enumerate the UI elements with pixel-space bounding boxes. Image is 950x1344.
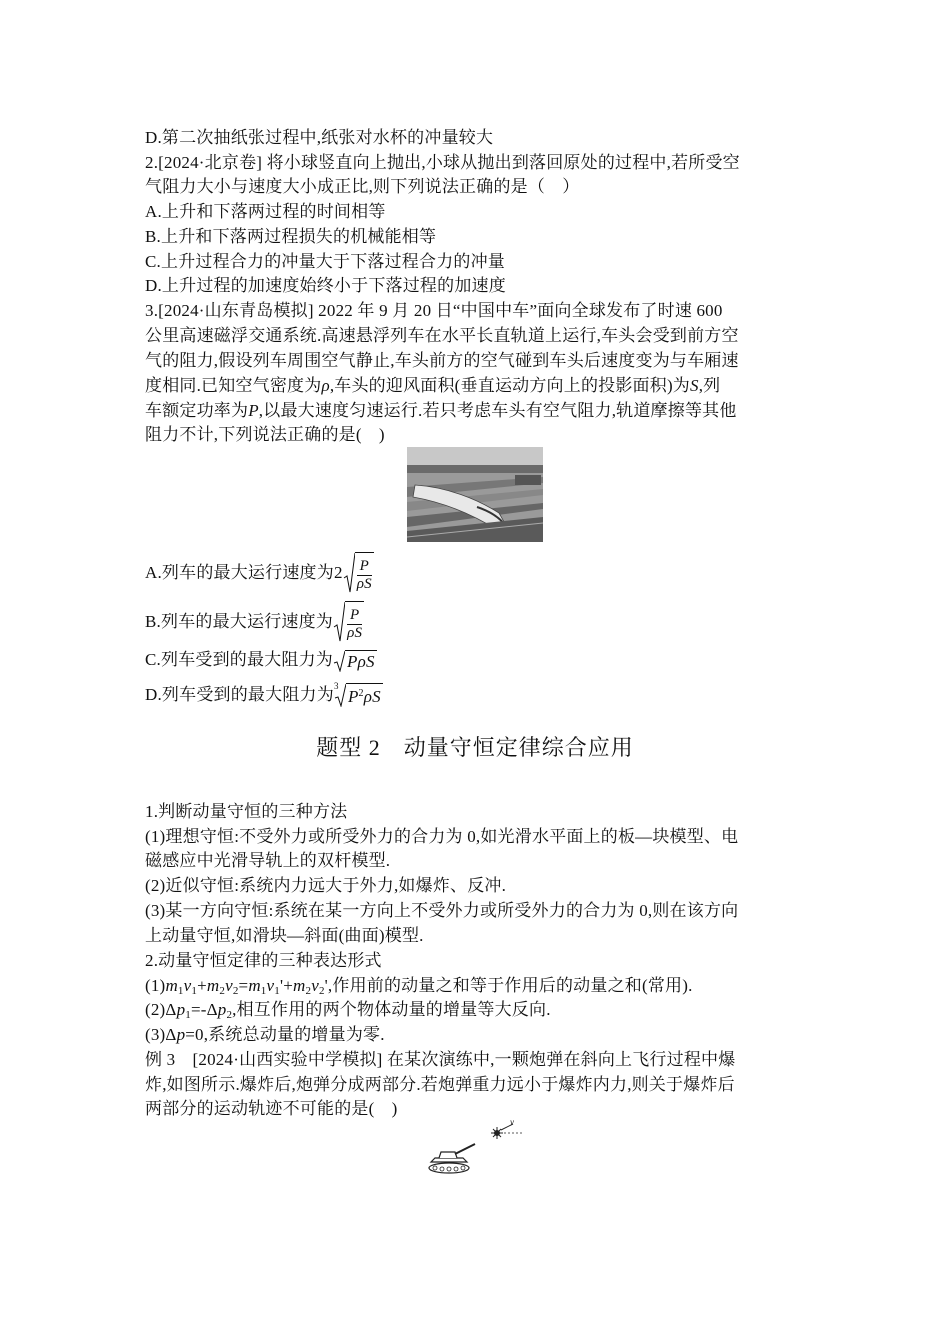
q3-option-d: D.列车受到的最大阻力为 3 $P^2\rho S$ — [145, 682, 383, 710]
content-p3-line1: (3)某一方向守恒:系统在某一方向上不受外力或所受外力的合力为 0,则在该方向 — [145, 901, 739, 920]
content-p2: (2)近似守恒:系统内力远大于外力,如爆炸、反冲. — [145, 876, 507, 895]
q2-option-b: B.上升和下落两过程损失的机械能相等 — [145, 227, 437, 246]
velocity-label: v — [510, 1117, 514, 1127]
radical-sign-icon — [333, 601, 345, 643]
formula-2: $(2)\Delta p_1=-\Delta p_2$,相互作用的两个物体动量的增量等大反向. — [145, 1000, 551, 1021]
q3-stem-line5: 车额定功率为P,以最大速度匀速运行.若只考虑车头有空气阻力,轨道摩擦等其他 — [145, 401, 737, 420]
formula-3: (3)Δp=0,系统总动量的增量为零. — [145, 1025, 385, 1044]
q2-stem-line1: 2.[2024·北京卷] 将小球竖直向上抛出,小球从抛出到落回原处的过程中,若所受空 — [145, 153, 740, 172]
q2-option-a: A.上升和下落两过程的时间相等 — [145, 202, 386, 221]
q3-stem-line1: 3.[2024·山东青岛模拟] 2022 年 9 月 20 日“中国中车”面向全球发布了时速 600 — [145, 301, 723, 320]
tank-explosion-diagram — [425, 1116, 525, 1176]
q3-stem-line3: 气的阻力,假设列车周围空气静止,车头前方的空气碰到车头后速度变为与车厢速 — [145, 351, 739, 370]
content-p3-line2: 上动量守恒,如滑块—斜面(曲面)模型. — [145, 926, 424, 945]
maglev-train-photo — [407, 447, 543, 542]
q2-option-c: C.上升过程合力的冲量大于下落过程合力的冲量 — [145, 252, 505, 271]
content-h1: 1.判断动量守恒的三种方法 — [145, 802, 348, 821]
q3-stem-line4: 度相同.已知空气密度为ρ,车头的迎风面积(垂直运动方向上的投影面积)为S,列 — [145, 376, 721, 395]
example3-line1: 例 3 [2024·山西实验中学模拟] 在某次演练中,一颗炮弹在斜向上飞行过程中爆 — [145, 1050, 736, 1069]
section-title: 题型 2 动量守恒定律综合应用 — [316, 735, 634, 760]
q3-stem-line2: 公里高速磁浮交通系统.高速悬浮列车在水平长直轨道上运行,车头会受到前方空 — [145, 326, 739, 345]
q3-stem-line6: 阻力不计,下列说法正确的是( ) — [145, 425, 385, 444]
q1-option-d: D.第二次抽纸张过程中,纸张对水杯的冲量较大 — [145, 128, 494, 147]
example3-line2: 炸,如图所示.爆炸后,炮弹分成两部分.若炮弹重力远小于爆炸内力,则关于爆炸后 — [145, 1075, 735, 1094]
q3-option-b: B.列车的最大运行速度为 $\frac{P}{\rho S}$ — [145, 600, 364, 646]
content-p1-line1: (1)理想守恒:不受外力或所受外力的合力为 0,如光滑水平面上的板—块模型、电 — [145, 827, 739, 846]
q3-option-c: C.列车受到的最大阻力为 PρS — [145, 650, 375, 671]
radical-sign-icon — [343, 552, 355, 594]
radical-sign-icon — [333, 650, 345, 672]
radical-sign-icon — [334, 683, 346, 707]
q3-option-a: A.列车的最大运行速度为2 $\frac{P}{\rho S}$ — [145, 551, 374, 597]
tank-icon — [429, 1144, 475, 1173]
formula-1: $(1)m_1v_1+m_2v_2=m_1v_1'+m_2v_2'$,作用前的动量之和等于作用后的动量之和(常用). — [145, 976, 693, 997]
content-h2: 2.动量守恒定律的三种表达形式 — [145, 951, 382, 970]
q2-stem-line2: 气阻力大小与速度大小成正比,则下列说法正确的是（ ） — [145, 177, 580, 196]
example3-line3: 两部分的运动轨迹不可能的是( ) — [145, 1099, 398, 1118]
q2-option-d: D.上升过程的加速度始终小于下落过程的加速度 — [145, 276, 506, 295]
content-p1-line2: 磁感应中光滑导轨上的双杆模型. — [145, 851, 391, 870]
